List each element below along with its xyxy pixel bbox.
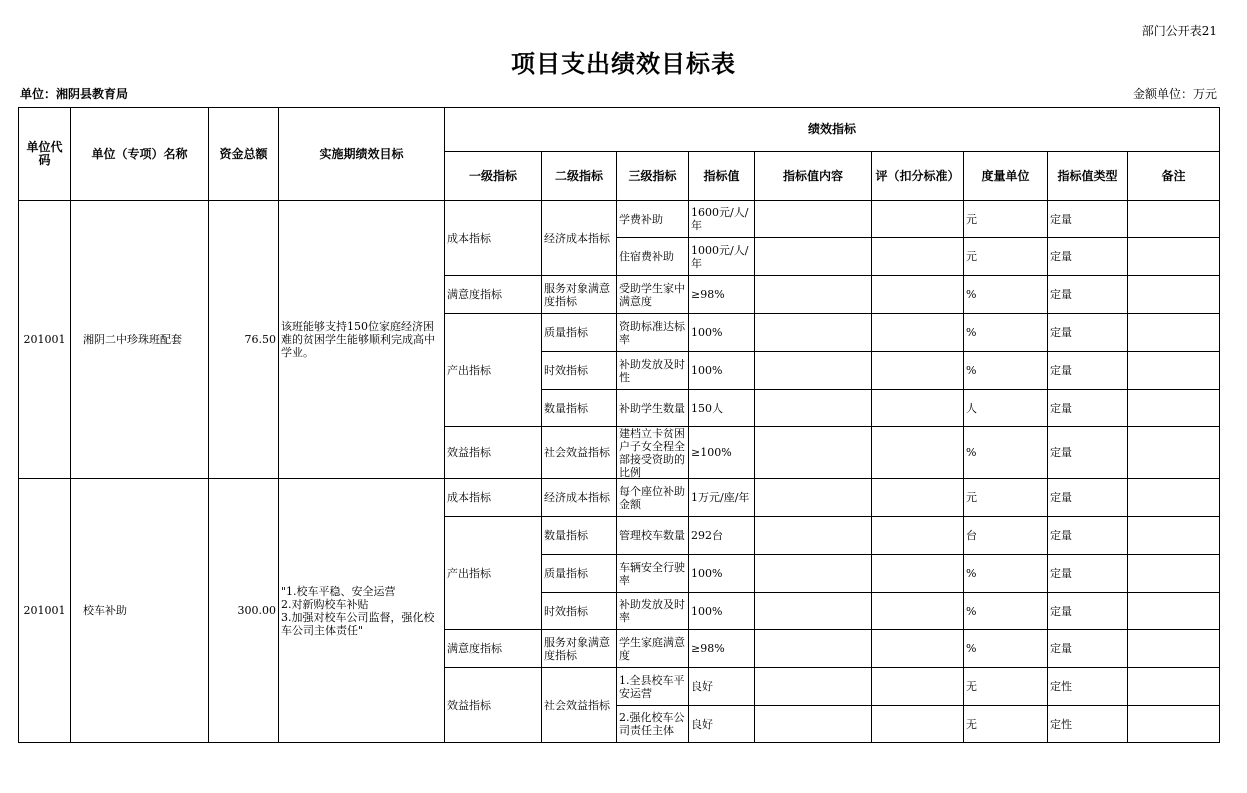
remark-cell [1128,390,1220,427]
value-content-cell [755,238,872,276]
level3-cell: 车辆安全行驶率 [617,555,689,593]
measure-unit-cell: % [964,555,1048,593]
level2-cell: 社会效益指标 [542,427,617,479]
remark-cell [1128,201,1220,238]
scoring-cell [872,427,964,479]
level3-cell: 补助发放及时率 [617,593,689,630]
measure-unit-cell: 人 [964,390,1048,427]
level1-cell: 效益指标 [445,668,542,743]
project-funds: 300.00 [209,479,279,743]
level1-cell: 满意度指标 [445,276,542,314]
measure-unit-cell: % [964,630,1048,668]
scoring-cell [872,352,964,390]
project-code: 201001 [19,479,71,743]
level2-cell: 服务对象满意度指标 [542,276,617,314]
value-type-cell: 定量 [1048,517,1128,555]
value-content-cell [755,201,872,238]
header-measure-unit: 度量单位 [964,152,1048,201]
level2-cell: 数量指标 [542,390,617,427]
remark-cell [1128,276,1220,314]
project-funds: 76.50 [209,201,279,479]
level1-cell: 满意度指标 [445,630,542,668]
value-cell: ≥100% [689,427,755,479]
value-type-cell: 定量 [1048,238,1128,276]
value-content-cell [755,427,872,479]
value-type-cell: 定量 [1048,555,1128,593]
level1-cell: 产出指标 [445,314,542,427]
header-value-content: 指标值内容 [755,152,872,201]
level2-cell: 时效指标 [542,593,617,630]
remark-cell [1128,555,1220,593]
value-type-cell: 定性 [1048,668,1128,706]
scoring-cell [872,276,964,314]
measure-unit-cell: 台 [964,517,1048,555]
value-cell: 良好 [689,706,755,743]
scoring-cell [872,668,964,706]
value-type-cell: 定量 [1048,479,1128,517]
level3-cell: 学费补助 [617,201,689,238]
scoring-cell [872,593,964,630]
value-content-cell [755,314,872,352]
level3-cell: 资助标准达标率 [617,314,689,352]
level1-cell: 效益指标 [445,427,542,479]
document-number: 部门公开表21 [1141,24,1217,38]
value-content-cell [755,555,872,593]
measure-unit-cell: 元 [964,201,1048,238]
project-name: 湘阴二中珍珠班配套 [71,201,209,479]
value-cell: 1万元/座/年 [689,479,755,517]
value-type-cell: 定量 [1048,630,1128,668]
level3-cell: 管理校车数量 [617,517,689,555]
level2-cell: 质量指标 [542,314,617,352]
level3-cell: 受助学生家中满意度 [617,276,689,314]
measure-unit-cell: 元 [964,479,1048,517]
value-cell: 100% [689,352,755,390]
project-goal: "1.校车平稳、安全运营 2.对新购校车补贴 3.加强对校车公司监督，强化校车公司主体责任" [279,479,445,743]
value-content-cell [755,479,872,517]
project-name: 校车补助 [71,479,209,743]
header-unit-name: 单位（专项）名称 [71,108,209,201]
value-content-cell [755,352,872,390]
level2-cell: 经济成本指标 [542,479,617,517]
level3-cell: 补助学生数量 [617,390,689,427]
scoring-cell [872,555,964,593]
value-type-cell: 定量 [1048,352,1128,390]
value-content-cell [755,517,872,555]
level1-cell: 成本指标 [445,201,542,276]
measure-unit-cell: % [964,427,1048,479]
scoring-cell [872,517,964,555]
remark-cell [1128,706,1220,743]
remark-cell [1128,668,1220,706]
remark-cell [1128,238,1220,276]
level3-cell: 2.强化校车公司责任主体 [617,706,689,743]
remark-cell [1128,630,1220,668]
value-cell: 100% [689,555,755,593]
amount-unit-label: 金额单位：万元 [1132,87,1217,101]
measure-unit-cell: 元 [964,238,1048,276]
measure-unit-cell: % [964,314,1048,352]
header-level3: 三级指标 [617,152,689,201]
value-type-cell: 定量 [1048,276,1128,314]
header-value-type: 指标值类型 [1048,152,1128,201]
unit-label: 单位：湘阴县教育局 [20,87,129,101]
value-cell: 1600元/人/年 [689,201,755,238]
level1-cell: 成本指标 [445,479,542,517]
project-goal: 该班能够支持150位家庭经济困难的贫困学生能够顺利完成高中学业。 [279,201,445,479]
value-type-cell: 定性 [1048,706,1128,743]
level3-cell [617,427,689,479]
value-type-cell: 定量 [1048,390,1128,427]
remark-cell [1128,593,1220,630]
header-value: 指标值 [689,152,755,201]
header-level2: 二级指标 [542,152,617,201]
header-total-funds: 资金总额 [209,108,279,201]
value-cell: ≥98% [689,630,755,668]
value-content-cell [755,706,872,743]
level2-cell: 质量指标 [542,555,617,593]
value-type-cell: 定量 [1048,427,1128,479]
level3-cell: 补助发放及时性 [617,352,689,390]
scoring-cell [872,630,964,668]
level2-cell: 时效指标 [542,352,617,390]
remark-cell [1128,479,1220,517]
value-type-cell: 定量 [1048,201,1128,238]
level3-text: 建档立卡贫困户子女全程全部接受资助的比例 [619,427,685,478]
remark-cell [1128,427,1220,479]
value-cell: 良好 [689,668,755,706]
header-scoring: 评（扣分标准） [872,152,964,201]
measure-unit-cell: 无 [964,706,1048,743]
level3-cell: 住宿费补助 [617,238,689,276]
remark-cell [1128,517,1220,555]
value-cell: 1000元/人/年 [689,238,755,276]
value-cell: 292台 [689,517,755,555]
level3-cell: 每个座位补助金额 [617,479,689,517]
header-unit-code: 单位代码 [19,108,71,201]
level2-cell: 服务对象满意度指标 [542,630,617,668]
value-content-cell [755,668,872,706]
remark-cell [1128,314,1220,352]
scoring-cell [872,201,964,238]
value-cell: 150人 [689,390,755,427]
scoring-cell [872,706,964,743]
value-content-cell [755,593,872,630]
measure-unit-cell: % [964,352,1048,390]
header-goal: 实施期绩效目标 [279,108,445,201]
project-code: 201001 [19,201,71,479]
value-cell: ≥98% [689,276,755,314]
measure-unit-cell: 无 [964,668,1048,706]
value-cell: 100% [689,314,755,352]
level2-cell: 经济成本指标 [542,201,617,276]
value-content-cell [755,390,872,427]
level2-cell: 社会效益指标 [542,668,617,743]
scoring-cell [872,390,964,427]
header-indicators: 绩效指标 [445,108,1220,152]
header-level1: 一级指标 [445,152,542,201]
scoring-cell [872,238,964,276]
value-type-cell: 定量 [1048,593,1128,630]
value-content-cell [755,630,872,668]
remark-cell [1128,352,1220,390]
level3-cell: 学生家庭满意度 [617,630,689,668]
value-cell: 100% [689,593,755,630]
measure-unit-cell: % [964,593,1048,630]
value-content-cell [755,276,872,314]
header-remark: 备注 [1128,152,1220,201]
performance-table [18,107,1220,743]
scoring-cell [872,479,964,517]
page-title: 项目支出绩效目标表 [511,49,736,78]
level2-cell: 数量指标 [542,517,617,555]
value-type-cell: 定量 [1048,314,1128,352]
scoring-cell [872,314,964,352]
measure-unit-cell: % [964,276,1048,314]
level3-cell: 1.全县校车平安运营 [617,668,689,706]
level1-cell: 产出指标 [445,517,542,630]
